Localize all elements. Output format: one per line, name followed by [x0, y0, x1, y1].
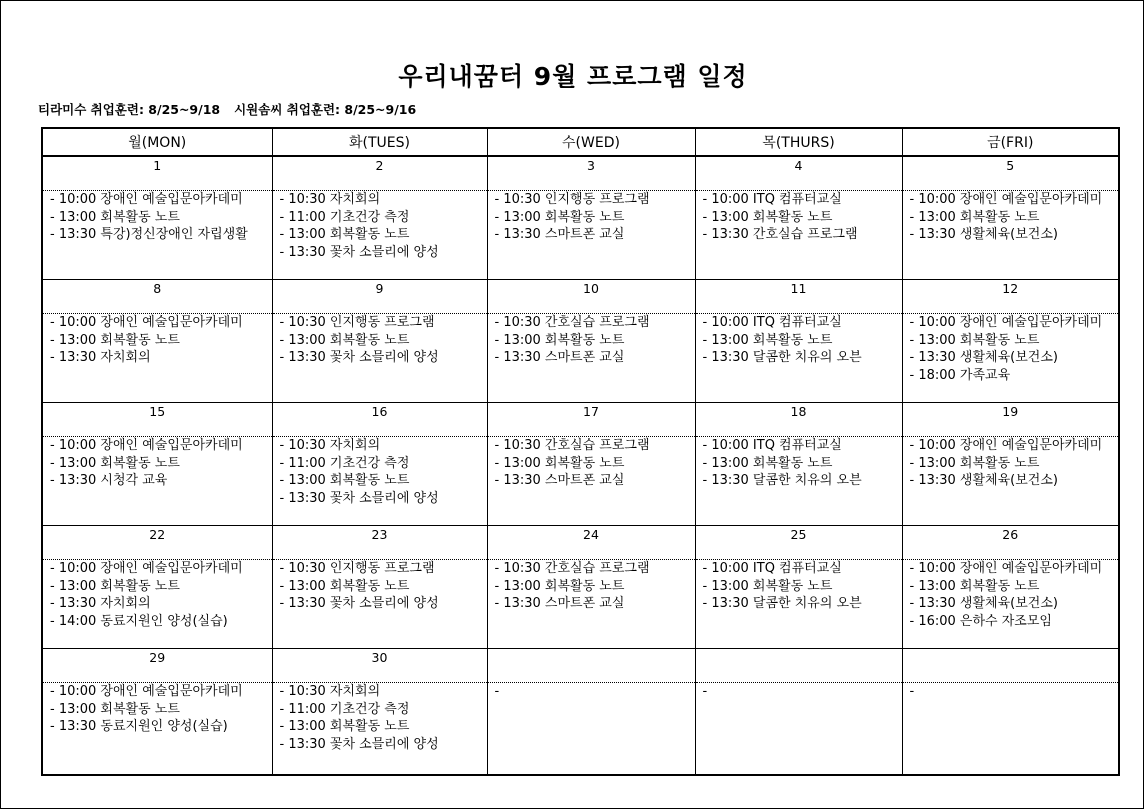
event-list: [488, 191, 695, 244]
weekday-header-row: [42, 128, 1119, 156]
event-item: -: [909, 684, 915, 699]
event-item: - 10:00 장애인 예술입문아카데미: [909, 315, 1103, 330]
event-list: [696, 683, 902, 701]
event-item: - 13:30 스마트폰 교실: [494, 227, 625, 243]
events-row: [42, 191, 1119, 280]
weekday-header-wed: 수(WED): [487, 128, 695, 156]
date-cell-tue: [272, 280, 487, 314]
event-item: - 10:00 장애인 예술입문아카데미: [50, 561, 243, 576]
event-item: - 10:30 인지행동 프로그램: [494, 192, 650, 207]
event-item: - 10:00 ITQ 컴퓨터교실: [702, 315, 842, 330]
event-item: - 13:00 회복활동 노트: [279, 473, 410, 489]
event-item: - 13:30 꽃차 소믈리에 양성: [279, 490, 439, 506]
event-item: - 13:00 회복활동 노트: [702, 209, 833, 225]
date-cell-mon: [42, 649, 272, 683]
event-list: [273, 437, 487, 507]
event-item: - 13:30 생활체육(보건소): [909, 473, 1058, 489]
event-item: - 13:30 달콤한 치유의 오븐: [702, 596, 862, 612]
event-item: - 13:30 자치회의: [50, 596, 151, 612]
date-number: [696, 649, 902, 650]
events-cell-tue: [272, 191, 487, 280]
events-row: [42, 314, 1119, 403]
event-item: - 13:00 회복활동 노트: [50, 455, 180, 471]
date-cell-mon: [42, 280, 272, 314]
event-item: - 13:30 자치회의: [50, 350, 151, 366]
date-number: 29: [149, 650, 166, 665]
event-list: [903, 437, 1119, 490]
date-cell-fri: [902, 156, 1119, 191]
events-row: [42, 683, 1119, 776]
event-item: -: [702, 684, 708, 699]
date-row: [42, 403, 1119, 437]
event-item: - 11:00 기초건강 측정: [279, 701, 410, 717]
date-cell-thu: [695, 156, 902, 191]
event-item: - 13:30 생활체육(보건소): [909, 350, 1058, 366]
date-cell-thu: [695, 403, 902, 437]
event-item: - 18:00 가족교육: [909, 367, 1011, 383]
events-cell-wed: [487, 314, 695, 403]
date-row: [42, 526, 1119, 560]
event-item: - 13:30 시청각 교육: [50, 473, 168, 489]
date-cell-tue: [272, 526, 487, 560]
event-item: - 13:00 회복활동 노트: [909, 332, 1040, 348]
date-number: 4: [794, 158, 803, 173]
event-item: - 13:30 스마트폰 교실: [494, 350, 625, 366]
event-item: - 10:00 장애인 예술입문아카데미: [50, 684, 243, 699]
event-list: [273, 683, 487, 753]
event-item: - 10:00 장애인 예술입문아카데미: [909, 192, 1103, 207]
date-number: 25: [790, 527, 807, 542]
event-list: [903, 683, 1119, 701]
date-cell-wed: [487, 649, 695, 683]
event-list: [43, 314, 272, 367]
events-cell-thu: [695, 314, 902, 403]
event-list: [903, 560, 1119, 630]
date-number: 15: [149, 404, 166, 419]
date-cell-mon: [42, 156, 272, 191]
event-list: [696, 314, 902, 367]
event-item: - 10:00 ITQ 컴퓨터교실: [702, 192, 842, 207]
date-cell-thu: [695, 280, 902, 314]
event-item: - 13:00 회복활동 노트: [279, 332, 410, 348]
event-item: - 10:00 장애인 예술입문아카데미: [50, 315, 243, 330]
event-item: - 13:30 스마트폰 교실: [494, 596, 625, 612]
events-cell-mon: [42, 314, 272, 403]
events-cell-wed: [487, 683, 695, 776]
weekday-header-thu: 목(THURS): [695, 128, 902, 156]
date-number: 9: [375, 281, 384, 296]
event-item: - 13:30 간호실습 프로그램: [702, 227, 858, 243]
weekday-header-tue: 화(TUES): [272, 128, 487, 156]
event-list: [43, 560, 272, 630]
event-list: [488, 683, 695, 701]
event-item: - 10:30 인지행동 프로그램: [279, 315, 435, 330]
weekday-header-mon: 월(MON): [42, 128, 272, 156]
date-cell-tue: [272, 156, 487, 191]
weekday-header-fri: 금(FRI): [902, 128, 1119, 156]
event-item: - 13:00 회복활동 노트: [50, 578, 180, 594]
date-number: 26: [1002, 527, 1019, 542]
page-title: 우리내꿈터 9월 프로그램 일정: [398, 62, 748, 91]
event-item: - 13:00 회복활동 노트: [702, 578, 833, 594]
training-periods: [38, 100, 416, 118]
event-item: - 13:00 회복활동 노트: [279, 578, 410, 594]
date-cell-thu: [695, 526, 902, 560]
event-item: - 13:30 꽃차 소믈리에 양성: [279, 350, 439, 366]
date-cell-wed: [487, 526, 695, 560]
events-cell-mon: [42, 560, 272, 649]
event-item: - 10:00 장애인 예술입문아카데미: [50, 192, 243, 207]
event-list: [273, 314, 487, 367]
date-cell-mon: [42, 403, 272, 437]
event-item: - 10:00 ITQ 컴퓨터교실: [702, 561, 842, 576]
event-item: - 13:00 회복활동 노트: [279, 227, 410, 243]
event-item: - 10:30 자치회의: [279, 192, 381, 207]
date-number: 11: [790, 281, 807, 296]
events-cell-mon: [42, 191, 272, 280]
date-cell-thu: [695, 649, 902, 683]
events-cell-wed: [487, 560, 695, 649]
event-item: - 10:30 자치회의: [279, 438, 381, 453]
event-item: - 14:00 동료지원인 양성(실습): [50, 613, 228, 629]
date-cell-wed: [487, 280, 695, 314]
date-number: [488, 649, 695, 650]
event-item: - 10:30 간호실습 프로그램: [494, 315, 650, 330]
event-item: - 13:00 회복활동 노트: [494, 578, 625, 594]
events-row: [42, 560, 1119, 649]
event-item: - 13:30 꽃차 소믈리에 양성: [279, 244, 439, 260]
event-item: - 13:30 꽃차 소믈리에 양성: [279, 596, 439, 612]
events-cell-fri: [902, 683, 1119, 776]
events-cell-mon: [42, 437, 272, 526]
date-number: 22: [149, 527, 166, 542]
date-number: 8: [153, 281, 162, 296]
events-cell-thu: [695, 437, 902, 526]
events-cell-tue: [272, 683, 487, 776]
calendar-body: [42, 156, 1119, 775]
date-cell-tue: [272, 649, 487, 683]
event-item: - 13:00 회복활동 노트: [494, 455, 625, 471]
event-item: - 13:00 회복활동 노트: [279, 719, 410, 735]
date-number: 16: [371, 404, 388, 419]
event-list: [43, 683, 272, 736]
event-item: - 10:30 간호실습 프로그램: [494, 438, 650, 453]
date-number: 12: [1002, 281, 1019, 296]
event-item: - 13:30 특강)정신장애인 자립생활: [50, 227, 248, 243]
date-row: [42, 649, 1119, 683]
event-item: - 13:30 생활체육(보건소): [909, 596, 1058, 612]
date-number: 10: [583, 281, 599, 296]
event-item: - 10:00 장애인 예술입문아카데미: [50, 438, 243, 453]
event-list: [488, 560, 695, 613]
event-list: [696, 560, 902, 613]
event-item: - 13:00 회복활동 노트: [909, 578, 1040, 594]
training-period-tiramisu: 티라미수 취업훈련: 8/25~9/18: [38, 102, 221, 117]
event-item: - 13:30 스마트폰 교실: [494, 473, 625, 489]
events-cell-tue: [272, 437, 487, 526]
event-item: - 13:00 회복활동 노트: [702, 455, 833, 471]
event-item: - 10:30 자치회의: [279, 684, 381, 699]
date-row: [42, 280, 1119, 314]
date-number: 2: [375, 158, 384, 173]
event-item: - 13:00 회복활동 노트: [494, 209, 625, 225]
event-list: [273, 560, 487, 613]
event-item: - 13:00 회복활동 노트: [702, 332, 833, 348]
event-item: - 13:30 달콤한 치유의 오븐: [702, 473, 862, 489]
events-cell-wed: [487, 437, 695, 526]
event-item: - 16:00 은하수 자조모임: [909, 613, 1052, 629]
date-number: 30: [371, 650, 388, 665]
date-cell-wed: [487, 156, 695, 191]
events-cell-thu: [695, 560, 902, 649]
event-item: - 10:00 장애인 예술입문아카데미: [909, 438, 1103, 453]
date-number: 1: [153, 158, 162, 173]
date-cell-wed: [487, 403, 695, 437]
event-item: - 13:00 회복활동 노트: [494, 332, 625, 348]
event-item: - 13:00 회복활동 노트: [909, 209, 1040, 225]
date-cell-fri: [902, 403, 1119, 437]
event-item: - 13:00 회복활동 노트: [50, 332, 180, 348]
event-item: - 13:00 회복활동 노트: [909, 455, 1040, 471]
date-number: 19: [1002, 404, 1019, 419]
date-cell-mon: [42, 526, 272, 560]
event-list: [488, 437, 695, 490]
event-item: - 13:30 동료지원인 양성(실습): [50, 719, 228, 735]
events-row: [42, 437, 1119, 526]
date-number: 24: [583, 527, 599, 542]
events-cell-fri: [902, 560, 1119, 649]
event-list: [488, 314, 695, 367]
date-number: 17: [583, 404, 599, 419]
events-cell-fri: [902, 437, 1119, 526]
event-item: - 10:30 간호실습 프로그램: [494, 561, 650, 576]
events-cell-wed: [487, 191, 695, 280]
date-number: [903, 649, 1119, 650]
event-list: [43, 191, 272, 244]
events-cell-tue: [272, 314, 487, 403]
date-cell-tue: [272, 403, 487, 437]
training-period-siwonsomssi: 시원솜씨 취업훈련: 8/25~9/16: [234, 102, 417, 117]
date-cell-fri: [902, 280, 1119, 314]
events-cell-fri: [902, 314, 1119, 403]
event-item: - 11:00 기초건강 측정: [279, 455, 410, 471]
event-list: [43, 437, 272, 490]
date-cell-fri: [902, 526, 1119, 560]
event-list: [273, 191, 487, 261]
event-item: - 10:00 ITQ 컴퓨터교실: [702, 438, 842, 453]
event-list: [903, 314, 1119, 384]
events-cell-fri: [902, 191, 1119, 280]
event-list: [696, 437, 902, 490]
event-item: - 13:30 달콤한 치유의 오븐: [702, 350, 862, 366]
date-cell-fri: [902, 649, 1119, 683]
events-cell-thu: [695, 683, 902, 776]
event-item: - 13:00 회복활동 노트: [50, 209, 180, 225]
date-number: 18: [790, 404, 807, 419]
date-number: 5: [1006, 158, 1015, 173]
event-item: - 13:00 회복활동 노트: [50, 701, 180, 717]
events-cell-tue: [272, 560, 487, 649]
date-number: 3: [587, 158, 595, 173]
date-number: 23: [371, 527, 388, 542]
events-cell-thu: [695, 191, 902, 280]
event-list: [903, 191, 1119, 244]
date-row: [42, 156, 1119, 191]
event-item: -: [494, 684, 500, 699]
events-cell-mon: [42, 683, 272, 776]
event-item: - 10:30 인지행동 프로그램: [279, 561, 435, 576]
event-item: - 13:30 꽃차 소믈리에 양성: [279, 736, 439, 752]
calendar-table: [41, 127, 1120, 776]
event-list: [696, 191, 902, 244]
event-item: - 11:00 기초건강 측정: [279, 209, 410, 225]
event-item: - 13:30 생활체육(보건소): [909, 227, 1058, 243]
event-item: - 10:00 장애인 예술입문아카데미: [909, 561, 1103, 576]
